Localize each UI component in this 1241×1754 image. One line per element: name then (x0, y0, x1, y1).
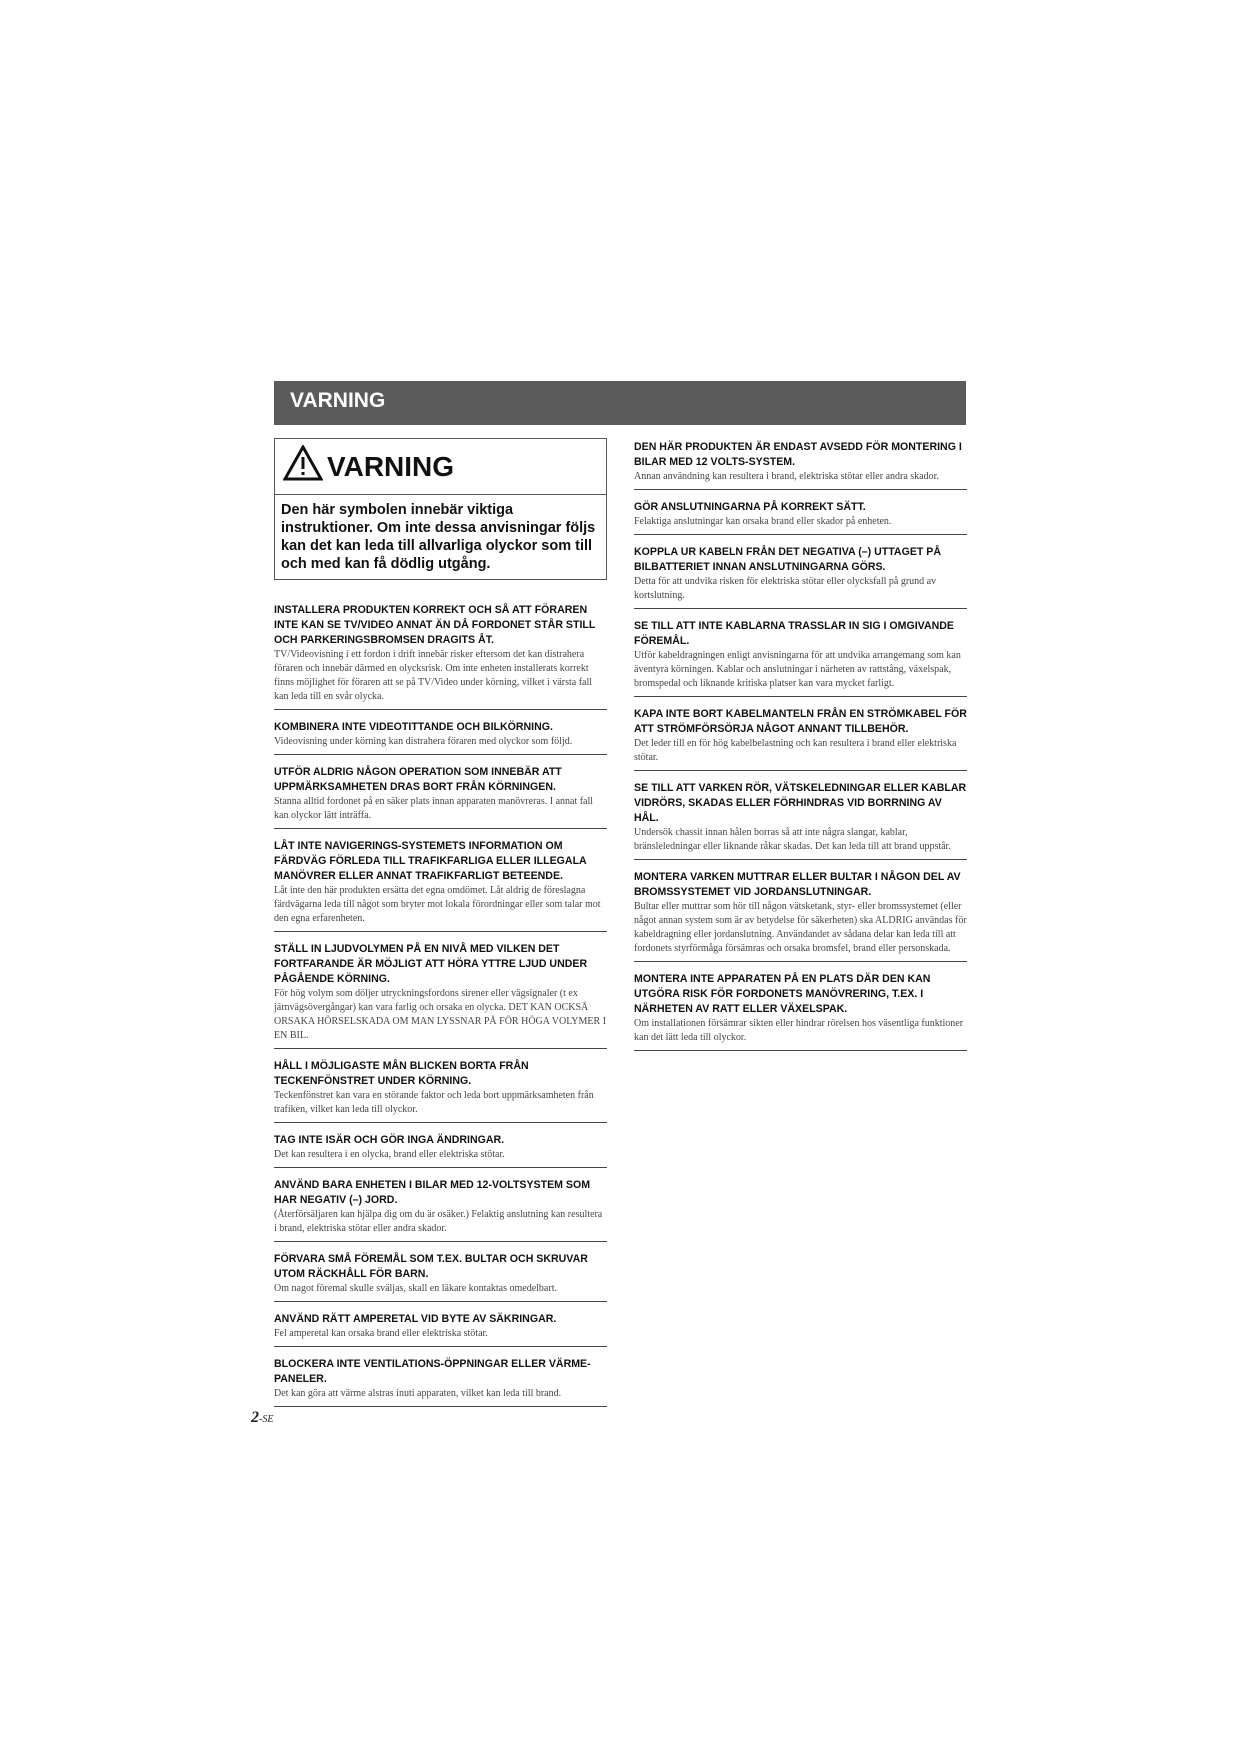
page-title: VARNING (274, 381, 966, 421)
warning-item-text: (Återförsäljaren kan hjälpa dig om du är osäker.) Felaktig anslutning kan resultera i brand, elektriska stötar eller andra skador. (274, 1209, 603, 1234)
warning-item-text: Felaktiga anslutningar kan orsaka brand eller skador på enheten. (634, 516, 892, 527)
warning-item (634, 540, 967, 609)
warning-item-heading: KOMBINERA INTE VIDEOTITTANDE OCH BILKÖRNING. (274, 721, 553, 733)
header-rule (274, 421, 966, 425)
warning-item (274, 1173, 607, 1242)
warning-item (274, 598, 607, 710)
warning-item-heading: FÖRVARA SMÅ FÖREMÅL SOM T.EX. BULTAR OCH SKRUVAR UTOM RÄCKHÅLL FÖR BARN. (274, 1253, 588, 1280)
warning-item (274, 1247, 607, 1302)
warning-item-heading: DEN HÄR PRODUKTEN ÄR ENDAST AVSEDD FÖR MONTERING I BILAR MED 12 VOLTS-SYSTEM. (634, 441, 962, 468)
warning-item (634, 614, 967, 697)
warning-box-text: Den här symbolen innebär viktiga instruktioner. Om inte dessa anvisningar följs kan det kan leda till allvarliga olyckor som till och med kan få dödlig utgång. (281, 502, 596, 572)
warning-box-title (275, 445, 606, 495)
warning-box (274, 438, 607, 580)
right-item-list (634, 438, 967, 1051)
warning-item-text: Bultar eller muttrar som hör till någon vätsketank, styr- eller bromssystemet (eller något annan system som är av betydelse för säkerheten) ska ALDRIG användas för kabeldragning eller jordanslutning. Användandet av sådana delar kan leda till att fordonets styrförmåga försämras och orsaka bromsfel, brand eller personskada. (634, 901, 967, 954)
warning-item-text: Annan användning kan resultera i brand, elektriska stötar eller andra skador. (634, 471, 939, 482)
warning-item-text: För hög volym som döljer utryckningsfordons sirener eller vägsignaler (t ex järnvägsövergångar) kan vara farlig och orsaka en olycka. DET KAN OCKSÅ ORSAKA HÖRSELSKADA OM MAN LYSSNAR PÅ FÖR HÖGA VOLYMER I EN BIL. (274, 988, 607, 1041)
warning-item-text: Fel amperetal kan orsaka brand eller elektriska stötar. (274, 1328, 488, 1339)
warning-item-text: Det leder till en för hög kabelbelastning och kan resultera i brand eller elektriska stötar. (634, 738, 957, 763)
warning-item (634, 438, 967, 490)
warning-item-heading: INSTALLERA PRODUKTEN KORREKT OCH SÅ ATT FÖRAREN INTE KAN SE TV/VIDEO ANNAT ÄN DÅ FORDONET STÅR STILL OCH PARKERINGSBROMSEN DRAGITS ÅT. (274, 604, 596, 646)
warning-item (634, 776, 967, 860)
warning-item (274, 834, 607, 932)
warning-item (274, 1352, 607, 1407)
warning-item-heading: TAG INTE ISÄR OCH GÖR INGA ÄNDRINGAR. (274, 1134, 505, 1146)
page-number-value: 2 (251, 1409, 259, 1426)
warning-item-text: TV/Videovisning i ett fordon i drift innebär risker eftersom det kan distrahera föraren och innebär därmed en olycksrisk. Om inte enheten installerats korrekt finns möjlighet för föraren att se på TV/Video under körning, vilket i värsta fall kan leda till en svår olycka. (274, 649, 593, 702)
warning-item-heading: KAPA INTE BORT KABELMANTELN FRÅN EN STRÖMKABEL FÖR ATT STRÖMFÖRSÖRJA NÅGOT ANNANT TILLBEHÖR. (634, 708, 967, 735)
warning-item-heading: MONTERA INTE APPARATEN PÅ EN PLATS DÄR DEN KAN UTGÖRA RISK FÖR FORDONETS MANÖVRERING, T.EX. I NÄRHETEN AV RATT ELLER VÄXELSPAK. (634, 973, 931, 1015)
warning-item-text: Detta för att undvika risken för elektriska stötar eller olycksfall på grund av kortslutning. (634, 576, 937, 601)
warning-item-text: Videovisning under körning kan distrahera föraren med olyckor som följd. (274, 736, 573, 747)
warning-item-heading: SE TILL ATT VARKEN RÖR, VÄTSKELEDNINGAR ELLER KABLAR VIDRÖRS, SKADAS ELLER FÖRHINDRAS VID BORRNING AV HÅL. (634, 782, 967, 824)
warning-item-heading: LÅT INTE NAVIGERINGS-SYSTEMETS INFORMATION OM FÄRDVÄG FÖRLEDA TILL TRAFIKFARLIGA ELLER ILLEGALA MANÖVRER ELLER ANNAT TRAFIKFARLIGT BETEENDE. (274, 840, 587, 882)
warning-item-text: Låt inte den här produkten ersätta det egna omdömet. Låt aldrig de föreslagna färdvägarna leda till något som bryter mot lokala förordningar eller som talar mot den egna erfarenheten. (274, 885, 601, 924)
page-number-suffix: -SE (259, 1414, 274, 1425)
warning-item-heading: KOPPLA UR KABELN FRÅN DET NEGATIVA (–) UTTAGET PÅ BILBATTERIET INNAN ANSLUTNINGARNA GÖRS. (634, 546, 942, 573)
left-item-list (274, 598, 607, 1407)
right-column (634, 438, 967, 1056)
warning-triangle-icon (283, 445, 327, 488)
warning-item (274, 1128, 607, 1168)
warning-item-heading: ANVÄND RÄTT AMPERETAL VID BYTE AV SÄKRINGAR. (274, 1313, 557, 1325)
warning-item-text: Utför kabeldragningen enligt anvisningarna för att undvika arrangemang som kan äventyra körningen. Kablar och anslutningar i närheten av rattstång, växelspak, bromspedal och liknande kritiska platser kan vara mycket farligt. (634, 650, 961, 689)
warning-item-heading: GÖR ANSLUTNINGARNA PÅ KORREKT SÄTT. (634, 501, 866, 513)
warning-item-text: Om installationen försämrar sikten eller hindrar rörelsen hos väsentliga funktioner kan det lätt leda till olyckor. (634, 1018, 964, 1043)
warning-item (274, 715, 607, 755)
warning-item (274, 760, 607, 829)
warning-item-heading: HÅLL I MÖJLIGASTE MÅN BLICKEN BORTA FRÅN TECKENFÖNSTRET UNDER KÖRNING. (274, 1060, 529, 1087)
warning-item-heading: BLOCKERA INTE VENTILATIONS-ÖPPNINGAR ELLER VÄRME-PANELER. (274, 1358, 591, 1385)
warning-item-heading: UTFÖR ALDRIG NÅGON OPERATION SOM INNEBÄR ATT UPPMÄRKSAMHETEN DRAS BORT FRÅN KÖRNINGEN. (274, 766, 562, 793)
warning-item (634, 865, 967, 962)
warning-box-heading: VARNING (327, 450, 455, 482)
warning-item (634, 967, 967, 1051)
warning-item-text: Teckenfönstret kan vara en störande faktor och leda bort uppmärksamheten från trafiken, vilket kan leda till olyckor. (274, 1090, 594, 1115)
warning-item-text: Stanna alltid fordonet på en säker plats innan apparaten manövreras. I annat fall kan olyckor lätt inträffa. (274, 796, 594, 821)
warning-item-text: Om nagot föremal skulle sväljas, skall en läkare kontaktas omedelbart. (274, 1283, 557, 1294)
warning-item (634, 495, 967, 535)
warning-item-heading: SE TILL ATT INTE KABLARNA TRASSLAR IN SIG I OMGIVANDE FÖREMÅL. (634, 620, 954, 647)
warning-item-heading: ANVÄND BARA ENHETEN I BILAR MED 12-VOLTSYSTEM SOM HAR NEGATIV (–) JORD. (274, 1179, 591, 1206)
page-number (251, 1409, 273, 1427)
warning-item (274, 1307, 607, 1347)
warning-item (274, 1054, 607, 1123)
warning-item-text: Undersök chassit innan hålen borras så att inte några slangar, kablar, bränsleledningar eller liknande råkar skadas. Det kan leda till att brand uppstår. (634, 827, 951, 852)
warning-item-heading: STÄLL IN LJUDVOLYMEN PÅ EN NIVÅ MED VILKEN DET FORTFARANDE ÄR MÖJLIGT ATT HÖRA YTTRE LJUD UNDER PÅGÅENDE KÖRNING. (274, 943, 588, 985)
warning-item-heading: MONTERA VARKEN MUTTRAR ELLER BULTAR I NÅGON DEL AV BROMSSYSTEMET VID JORDANSLUTNINGAR. (634, 871, 961, 898)
warning-item-text: Det kan resultera i en olycka, brand eller elektriska stötar. (274, 1149, 505, 1160)
left-column (274, 438, 607, 1412)
warning-item (634, 702, 967, 771)
warning-item (274, 937, 607, 1049)
warning-item-text: Det kan göra att värme alstras inuti apparaten, vilket kan leda till brand. (274, 1388, 562, 1399)
